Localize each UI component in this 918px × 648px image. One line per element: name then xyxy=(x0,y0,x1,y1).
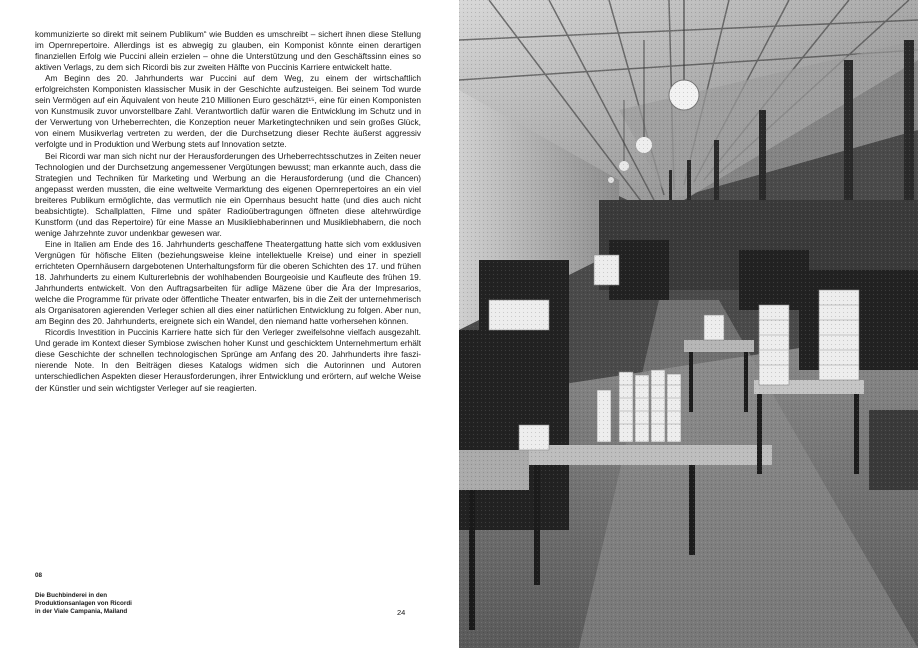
page-number: 24 xyxy=(397,608,406,617)
body-text xyxy=(35,29,421,394)
photo-grain xyxy=(459,0,918,648)
factory-photo xyxy=(459,0,918,648)
caption-line: Die Buchbinderei in den xyxy=(35,592,108,599)
paragraph: Bei Ricordi war man sich nicht nur der Herausforderungen des Urheberrechtsschutzes in Zeiten neuer Technologien und der Durchsetzung angemessener Vergütungen bewusst; man erkannte auch, dass die Strategien und Techniken für Marketing und Werbung an die Herausforderung (und die Chancen) angepasst werden mussten, die eine weltweite Vermarktung des eigenen Opernrepertoires an ein viel breiteres Publikum ermöglichte, das vermutlich nie ein Opernhaus besucht hatte (und dies auch nicht beabsichtigte). Schallplatten, Filme und später Radioübertragungen öffneten diese altehrwürdige Kunstform (und das Repertoire) für eine Masse an Musikliebhaberinnen und Musikliebhabern, die noch wenige Jahrzehnte zuvor undenkbar gewesen war. xyxy=(35,150,421,238)
paragraph: kommunizierte so direkt mit seinem Publikum“ wie Budden es umschreibt – sichert ihnen diese Stellung im Opernrepertoire. Allerdings ist es abwegig zu glauben, ein Komponist könnte einen derartigen finanziellen Erfolg wie Puccini allein erzielen – ohne die Unterstützung und den Geschäftssinn eines so aktiven Verlags, zu dem sich Ricordi bis zur zweiten Hälfte von Puccinis Karriere entwickelt hatte. xyxy=(35,29,421,73)
caption-line: in der Viale Campania, Mailand xyxy=(35,608,128,616)
photo-image xyxy=(459,0,918,648)
paragraph: Ricordis Investition in Puccinis Karriere hatte sich für den Verleger zweifelsohne vielfach ausgezahlt. Und gerade im Kontext dieser Symbiose zwischen hoher Kunst und geschicktem Unternehmertum erhält diese Geschichte der schnellen technologischen Sprünge am Anfang des 20. Jahrhunderts ihre faszinierende Note. In den Beiträgen dieses Katalogs widmen sich die Autorinnen und Autoren unterschiedlichen Aspekten dieser Herausforderungen, ihrer Entwicklung und erörtern, auf welche Weise der Künstler und sein wichtigster Verleger auf sie reagierten. xyxy=(35,327,421,393)
paragraph: Am Beginn des 20. Jahrhunderts war Puccini auf dem Weg, zu einem der wirtschaftlich erfolgreichsten Komponisten klassischer Musik in der Geschichte aufzusteigen. Bei seinem Tod wurde sein Vermögen auf ein Äquivalent von heute 210 Millionen Euro geschätzt¹⁵, eine für einen Komponisten von Kunstmusik zuvor unvorstellbare Zahl. Verantwortlich dafür waren die Entwicklung im Schutz und in der Verwertung von Urheberrechten, die Konzeption neuer Marketingtechniken und sein großes Glück, von einem Musikverlag vertreten zu werden, der die Durchsetzung dieser Rechte äußerst aggressiv verfolgte und in Produktion und Werbung stets auf Innovation setzte. xyxy=(35,73,421,150)
figure-number: 08 xyxy=(35,572,43,579)
caption-line: Produktionsanlagen von Ricordi xyxy=(35,600,132,608)
paragraph: Eine in Italien am Ende des 16. Jahrhunderts geschaffene Theatergattung hatte sich vom exklusiven Vergnügen für höfische Eliten (beziehungsweise kleine intellektuelle Kreise) und einer in speziell errichteten Opernhäusern dargebotenen Unterhaltungsform für die oberen Schichten des 17. und frühen 18. Jahrhunderts zu einem Kulturerlebnis der wohlhabenden Bourgeoisie und Kaufleute des frühen 19. Jahrhunderts entwickelt. Von den Auftragsarbeiten für adlige Mäzene über die Ära der Impresarios, welche die Programme für private oder öffentliche Theater entwarfen, bis in die Zeit der unternehmerisch als Organisatoren agierenden Verleger schien all dies einer natürlichen Entwicklung zu folgen. Aber nun, am Beginn des 20. Jahrhunderts, ereignete sich ein Wandel, den niemand hatte vorhersehen können. xyxy=(35,238,421,327)
figure-caption xyxy=(35,592,155,617)
